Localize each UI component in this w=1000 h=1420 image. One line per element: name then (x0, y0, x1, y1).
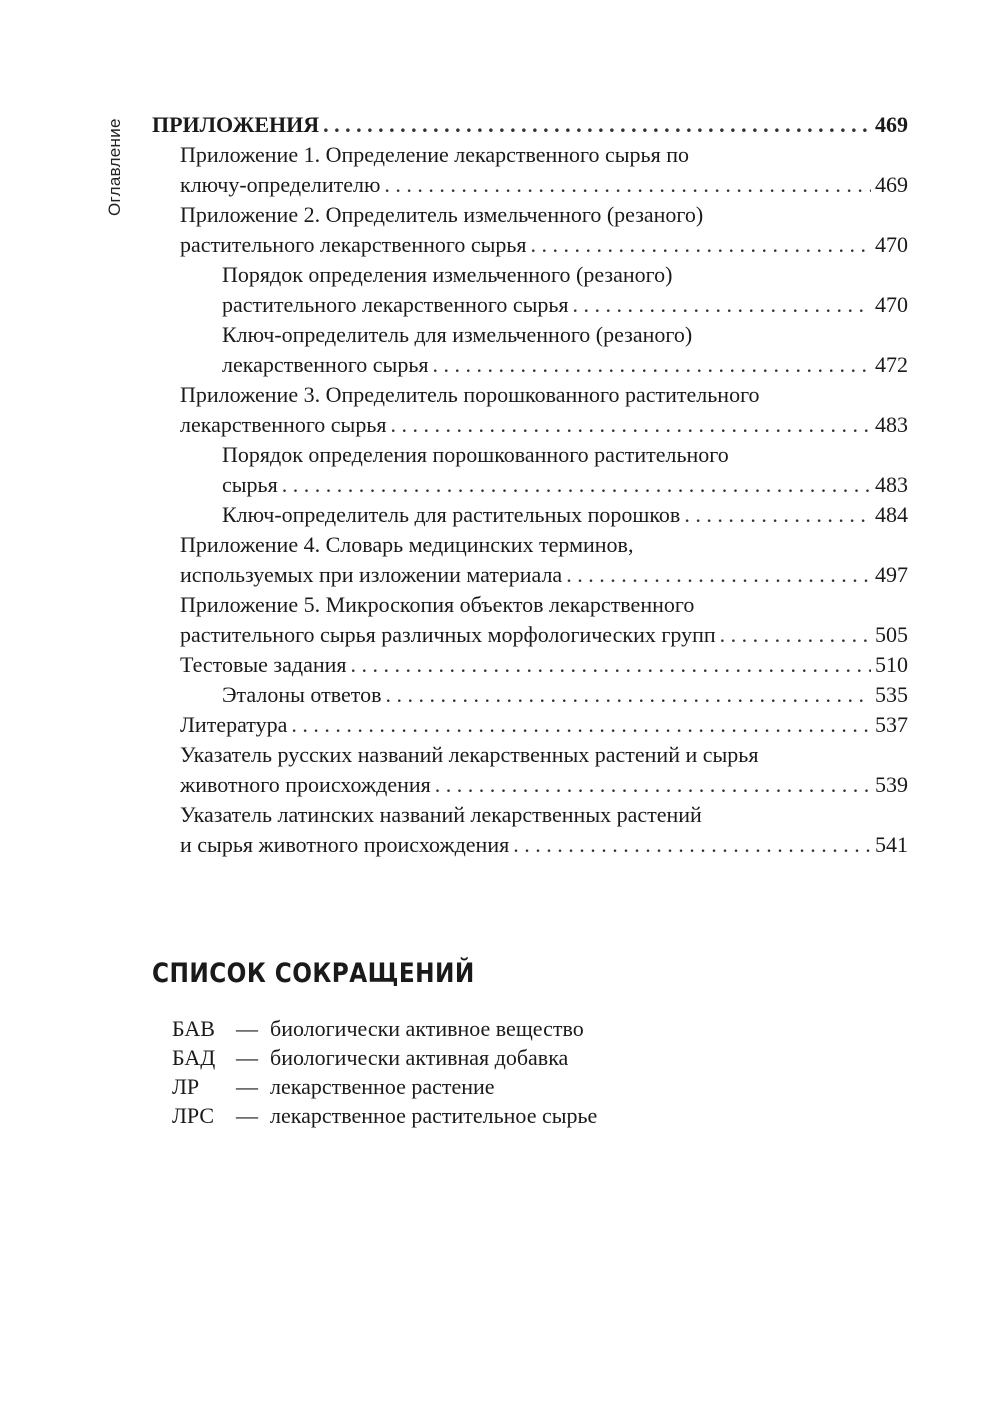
abbreviation-dash: — (236, 1074, 258, 1099)
toc-page-number: 472 (875, 352, 908, 377)
toc-entry-title: Порядок определения измельченного (резаного) (222, 262, 673, 287)
toc-line (152, 110, 908, 140)
dot-leader (384, 170, 871, 200)
toc-line (152, 140, 908, 170)
toc-line (152, 200, 908, 230)
toc-entry-title: Литература (180, 712, 288, 737)
abbreviation-meaning: биологически активная добавка (270, 1045, 569, 1070)
toc-line (152, 680, 908, 710)
toc-line (152, 260, 908, 290)
dot-leader (684, 500, 871, 530)
toc-line (152, 380, 908, 410)
toc-entry-title: Приложение 4. Словарь медицинских терминов, (180, 532, 634, 557)
dot-leader (385, 680, 871, 710)
toc-line (152, 440, 908, 470)
dot-leader (291, 710, 871, 740)
toc-line (152, 230, 908, 260)
toc-page-number: 541 (875, 832, 908, 857)
toc-entry-title: растительного лекарственного сырья (222, 292, 569, 317)
toc-page-number: 483 (875, 412, 908, 437)
dot-leader (720, 620, 871, 650)
toc-entry-title: используемых при изложении материала (180, 562, 563, 587)
toc-entry-title: Порядок определения порошкованного растительного (222, 442, 729, 467)
toc-page-number: 497 (875, 562, 908, 587)
toc-entry-title: ключу-определителю (180, 172, 381, 197)
abbreviation-meaning: биологически активное вещество (270, 1016, 584, 1041)
toc-line (152, 350, 908, 380)
toc-line (152, 590, 908, 620)
toc-entry-title: лекарственного сырья (180, 412, 387, 437)
toc-line (152, 740, 908, 770)
toc-entry-title: растительного лекарственного сырья (180, 232, 527, 257)
toc-entry-title: Приложение 2. Определитель измельченного (резаного) (180, 202, 704, 227)
toc-page-number: 470 (875, 292, 908, 317)
toc-line (152, 170, 908, 200)
dot-leader (435, 770, 871, 800)
toc-entry-title: Указатель русских названий лекарственных растений и сырья (180, 742, 759, 767)
toc-line (152, 500, 908, 530)
toc-page-number: 537 (875, 712, 908, 737)
toc-line (152, 530, 908, 560)
toc-entry-title: сырья (222, 472, 278, 497)
toc-line (152, 320, 908, 350)
abbreviation-meaning: лекарственное растительное сырье (270, 1103, 598, 1128)
toc-entry-title: Указатель латинских названий лекарственных растений (180, 802, 702, 827)
toc-line (152, 560, 908, 590)
toc-page-number: 510 (875, 652, 908, 677)
abbreviations-title: СПИСОК СОКРАЩЕНИЙ (152, 958, 475, 989)
abbreviation-term: ЛРС (172, 1103, 215, 1128)
toc-entry-title: Приложение 5. Микроскопия объектов лекарственного (180, 592, 695, 617)
dot-leader (531, 230, 871, 260)
toc-page-number: 505 (875, 622, 908, 647)
toc-entry-title: лекарственного сырья (222, 352, 429, 377)
toc-page-number: 470 (875, 232, 908, 257)
abbreviation-term: БАВ (172, 1016, 215, 1041)
toc-entry-title: ПРИЛОЖЕНИЯ (152, 112, 320, 137)
toc-line (152, 470, 908, 500)
running-header-side-label: Оглавление (105, 118, 124, 216)
dot-leader (433, 350, 872, 380)
abbreviation-row (172, 1014, 772, 1043)
toc-page-number: 469 (875, 112, 908, 137)
toc-entry-title: Приложение 1. Определение лекарственного сырья по (180, 142, 689, 167)
dot-leader (282, 470, 871, 500)
toc-page-number: 469 (875, 172, 908, 197)
abbreviation-term: БАД (172, 1045, 216, 1070)
toc-line (152, 650, 908, 680)
abbreviation-row (172, 1043, 772, 1072)
dot-leader (573, 290, 871, 320)
toc-entry-title: Приложение 3. Определитель порошкованного растительного (180, 382, 760, 407)
toc-line (152, 800, 908, 830)
dot-leader (513, 830, 871, 860)
abbreviation-meaning: лекарственное растение (270, 1074, 495, 1099)
toc-line (152, 710, 908, 740)
abbreviation-dash: — (236, 1045, 258, 1070)
dot-leader (351, 650, 871, 680)
toc-entry-title: и сырья животного происхождения (180, 832, 510, 857)
toc-page-number: 483 (875, 472, 908, 497)
abbreviation-term: ЛР (172, 1074, 200, 1099)
toc-entry-title: Ключ-определитель для растительных порошков (222, 502, 681, 527)
dot-leader (566, 560, 871, 590)
toc-page-number: 484 (875, 502, 908, 527)
dot-leader (323, 110, 871, 140)
toc-entry-title: растительного сырья различных морфологических групп (180, 622, 716, 647)
abbreviation-dash: — (236, 1016, 258, 1041)
abbreviation-dash: — (236, 1103, 258, 1128)
dot-leader (391, 410, 872, 440)
toc-entry-title: Эталоны ответов (222, 682, 382, 707)
toc-line (152, 290, 908, 320)
abbreviation-row (172, 1072, 772, 1101)
toc-page-number: 535 (875, 682, 908, 707)
toc-page-number: 539 (875, 772, 908, 797)
toc-line (152, 770, 908, 800)
abbreviations-list (172, 1014, 772, 1130)
toc-line (152, 410, 908, 440)
toc-entry-title: Ключ-определитель для измельченного (резаного) (222, 322, 693, 347)
abbreviation-row (172, 1101, 772, 1130)
table-of-contents (152, 110, 908, 860)
toc-entry-title: животного происхождения (180, 772, 431, 797)
toc-line (152, 830, 908, 860)
toc-entry-title: Тестовые задания (180, 652, 347, 677)
toc-line (152, 620, 908, 650)
